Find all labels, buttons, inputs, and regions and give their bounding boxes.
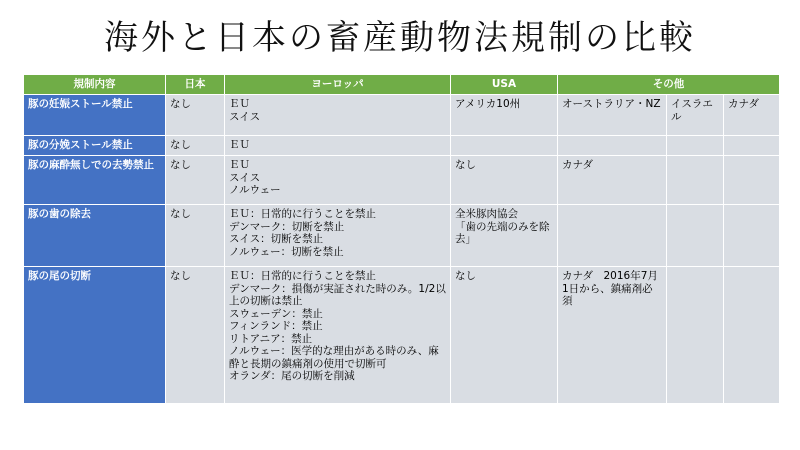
cell-other: オーストラリア・NZ <box>558 95 667 136</box>
comparison-table <box>23 74 780 404</box>
cell-europe: ＥＵ：日常的に行うことを禁止 デンマーク：損傷が実証された時のみ。1/2以上の切断は禁止 スウェーデン：禁止 フィンランド：禁止 リトアニア：禁止 ノルウェー：医学的な理由がある時のみ、麻酔と長期の鎮痛剤の使用で切断可 オランダ：尾の切断を削減 <box>225 267 451 404</box>
cell-europe: ＥＵ スイス <box>225 95 451 136</box>
cell-other <box>667 156 724 205</box>
cell-usa: なし <box>451 267 558 404</box>
table-row <box>24 267 780 404</box>
cell-other: カナダ <box>558 156 667 205</box>
row-topic: 豚の妊娠ストール禁止 <box>24 95 166 136</box>
cell-other: カナダ <box>724 95 780 136</box>
table-row <box>24 95 780 136</box>
header-topic: 規制内容 <box>24 75 166 95</box>
cell-other: カナダ 2016年7月1日から、鎮痛剤必須 <box>558 267 667 404</box>
header-row <box>24 75 780 95</box>
cell-japan: なし <box>166 205 225 267</box>
header-europe: ヨーロッパ <box>225 75 451 95</box>
cell-other <box>724 156 780 205</box>
cell-other <box>724 267 780 404</box>
header-japan: 日本 <box>166 75 225 95</box>
cell-other <box>667 205 724 267</box>
row-topic: 豚の麻酔無しでの去勢禁止 <box>24 156 166 205</box>
table-row <box>24 205 780 267</box>
cell-other <box>724 205 780 267</box>
cell-usa: なし <box>451 156 558 205</box>
cell-japan: なし <box>166 95 225 136</box>
cell-europe: ＥＵ <box>225 136 451 156</box>
cell-europe: ＥＵ スイス ノルウェー <box>225 156 451 205</box>
cell-japan: なし <box>166 156 225 205</box>
row-topic: 豚の歯の除去 <box>24 205 166 267</box>
cell-usa: 全米豚肉協会 「歯の先端のみを除去」 <box>451 205 558 267</box>
cell-other <box>558 205 667 267</box>
cell-usa <box>451 136 558 156</box>
cell-other <box>667 136 724 156</box>
cell-japan: なし <box>166 136 225 156</box>
cell-other <box>724 136 780 156</box>
row-topic: 豚の尾の切断 <box>24 267 166 404</box>
cell-japan: なし <box>166 267 225 404</box>
cell-europe: ＥＵ：日常的に行うことを禁止 デンマーク：切断を禁止 スイス：切断を禁止 ノルウェー：切断を禁止 <box>225 205 451 267</box>
header-usa: USA <box>451 75 558 95</box>
cell-usa: アメリカ10州 <box>451 95 558 136</box>
table-row <box>24 136 780 156</box>
table-row <box>24 156 780 205</box>
cell-other: イスラエル <box>667 95 724 136</box>
slide-title: 海外と日本の畜産動物法規制の比較 <box>104 18 696 58</box>
cell-other <box>667 267 724 404</box>
cell-other <box>558 136 667 156</box>
header-other: その他 <box>558 75 780 95</box>
row-topic: 豚の分娩ストール禁止 <box>24 136 166 156</box>
